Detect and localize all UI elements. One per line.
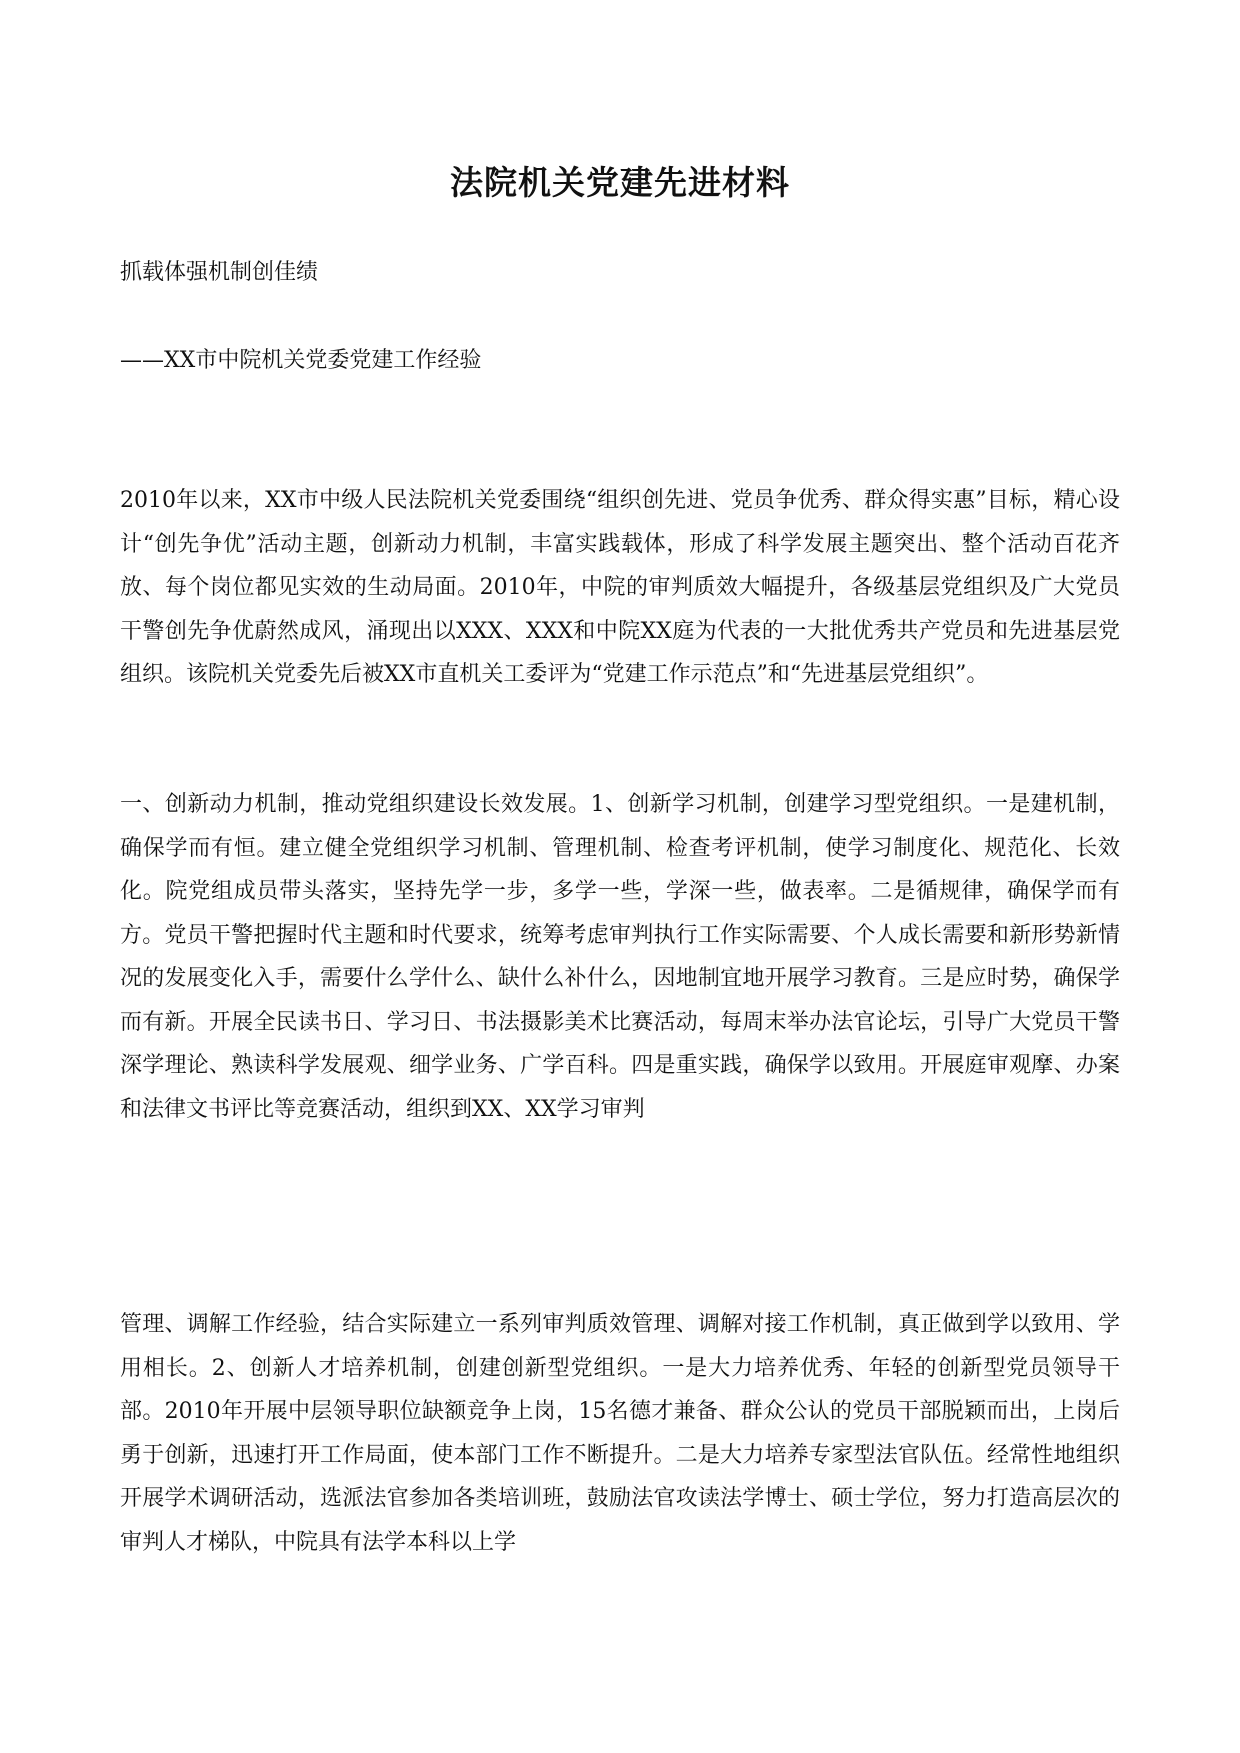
paragraph-section-two: 管理、调解工作经验，结合实际建立一系列审判质效管理、调解对接工作机制，真正做到学以致用、学用相长。2、创新人才培养机制，创建创新型党组织。一是大力培养优秀、年轻的创新型党员领导干部。2010年开展中层领导职位缺额竞争上岗，15名德才兼备、群众公认的党员干部脱颖而出，上岗后勇于创新，迅速打开工作局面，使本部门工作不断提升。二是大力培养专家型法官队伍。经常性地组织开展学术调研活动，选派法官参加各类培训班，鼓励法官攻读法学博士、硕士学位，努力打造高层次的审判人才梯队，中院具有法学本科以上学 bbox=[120, 1312, 1120, 1555]
document-byline: ——XX市中院机关党委党建工作经验 bbox=[120, 348, 482, 373]
paragraph-section-one: 一、创新动力机制，推动党组织建设长效发展。1、创新学习机制，创建学习型党组织。一是建机制，确保学而有恒。建立健全党组织学习机制、管理机制、检查考评机制，使学习制度化、规范化、长效化。院党组成员带头落实，坚持先学一步，多学一些，学深一些，做表率。二是循规律，确保学而有方。党员干警把握时代主题和时代要求，统筹考虑审判执行工作实际需要、个人成长需要和新形势新情况的发展变化入手，需要什么学什么、缺什么补什么，因地制宜地开展学习教育。三是应时势，确保学而有新。开展全民读书日、学习日、书法摄影美术比赛活动，每周末举办法官论坛，引导广大党员干警深学理论、熟读科学发展观、细学业务、广学百科。四是重实践，确保学以致用。开展庭审观摩、办案和法律文书评比等竞赛活动，组织到XX、XX学习审判 bbox=[120, 792, 1120, 1122]
document-subtitle: 抓载体强机制创佳绩 bbox=[120, 260, 319, 285]
paragraph-intro: 2010年以来，XX市中级人民法院机关党委围绕“组织创先进、党员争优秀、群众得实惠”目标，精心设计“创先争优”活动主题，创新动力机制，丰富实践载体，形成了科学发展主题突出、整个活动百花齐放、每个岗位都见实效的生动局面。2010年，中院的审判质效大幅提升，各级基层党组织及广大党员干警创先争优蔚然成风，涌现出以XXX、XXX和中院XX庭为代表的一大批优秀共产党员和先进基层党组织。该院机关党委先后被XX市直机关工委评为“党建工作示范点”和“先进基层党组织”。 bbox=[120, 488, 1120, 687]
document-title: 法院机关党建先进材料 bbox=[450, 163, 790, 202]
